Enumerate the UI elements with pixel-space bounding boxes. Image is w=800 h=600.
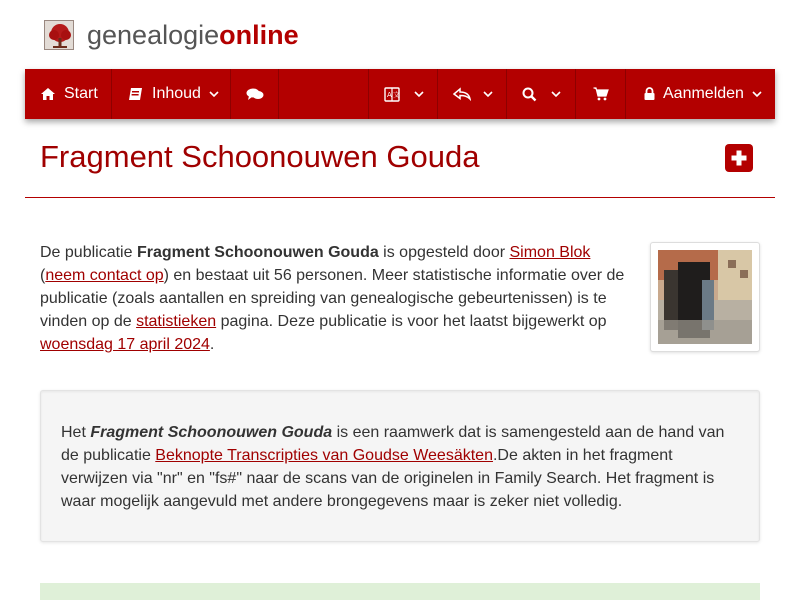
nav-share[interactable] bbox=[438, 69, 507, 119]
chevron-down-icon bbox=[209, 91, 219, 98]
home-icon bbox=[40, 87, 56, 101]
svg-text:A: A bbox=[387, 90, 392, 99]
plus-square-icon bbox=[730, 149, 748, 167]
nav-start[interactable] bbox=[25, 69, 112, 119]
book-icon bbox=[128, 87, 144, 101]
brand-name bbox=[87, 20, 299, 51]
chevron-down-icon bbox=[551, 91, 561, 98]
brand-part-2: online bbox=[219, 19, 299, 50]
nav-login[interactable] bbox=[626, 69, 775, 119]
description-panel bbox=[40, 390, 760, 542]
main-navbar bbox=[25, 69, 775, 119]
description-segment: Het bbox=[61, 424, 91, 441]
publication-name: Fragment Schoonouwen Gouda bbox=[136, 244, 379, 261]
intro-text: . bbox=[209, 336, 215, 353]
intro-text: De publicatie bbox=[40, 244, 137, 261]
site-logo[interactable] bbox=[44, 18, 299, 52]
nav-start-label: Start bbox=[64, 85, 98, 102]
intro-text: pagina. Deze publicatie is voor het laatst bijgewerkt op bbox=[216, 313, 607, 330]
share-icon bbox=[453, 87, 471, 101]
intro-text: ) en bestaat uit 56 personen. Meer statistische informatie over de publicatie (zoals aantallen en spreiding van genealogische gebeurtenissen) is te vinden op de bbox=[40, 267, 625, 330]
title-divider bbox=[25, 197, 775, 198]
cart-icon bbox=[593, 87, 609, 101]
brand-part-1: genealogie bbox=[87, 19, 220, 50]
last-updated-link[interactable]: woensdag 17 april 2024 bbox=[40, 336, 210, 353]
nav-language[interactable] bbox=[369, 69, 438, 119]
language-icon bbox=[384, 87, 400, 102]
nav-spacer bbox=[279, 69, 369, 119]
description-text bbox=[61, 421, 741, 513]
nav-content[interactable] bbox=[112, 69, 231, 119]
publication-name: Fragment Schoonouwen Gouda bbox=[90, 424, 333, 441]
svg-text:文: 文 bbox=[393, 90, 400, 99]
statistics-link[interactable]: statistieken bbox=[136, 313, 217, 330]
page-title: Fragment Schoonouwen Gouda bbox=[40, 139, 480, 174]
nav-cart[interactable] bbox=[576, 69, 626, 119]
author-photo[interactable] bbox=[650, 242, 760, 352]
chevron-down-icon bbox=[752, 91, 762, 98]
lock-icon bbox=[644, 87, 655, 101]
description-segment: .De akten in het fragment verwijzen via "nr" en "fs#" naar de scans van de originelen in Family Search. Het fragment is waar mogelijk aangevuld met andere brongegevens maar is zeker niet volledig. bbox=[61, 447, 715, 510]
search-icon bbox=[522, 87, 537, 102]
nav-search[interactable] bbox=[507, 69, 576, 119]
nav-login-label: Aanmelden bbox=[663, 85, 744, 102]
intro-text: ( bbox=[40, 267, 46, 284]
chevron-down-icon bbox=[414, 91, 424, 98]
chevron-down-icon bbox=[483, 91, 493, 98]
source-publication-link[interactable]: Beknopte Transcripties van Goudse Weesäkten bbox=[155, 447, 493, 464]
nav-comments[interactable] bbox=[231, 69, 279, 119]
description-segment: is een raamwerk dat is samengesteld aan de hand van de publicatie bbox=[61, 424, 725, 464]
success-alert-box bbox=[40, 583, 760, 600]
add-button[interactable] bbox=[725, 144, 753, 172]
intro-text: is opgesteld door bbox=[378, 244, 510, 261]
nav-content-label: Inhoud bbox=[152, 85, 201, 102]
tree-logo-icon bbox=[44, 20, 74, 50]
intro-paragraph bbox=[40, 241, 640, 356]
comments-icon bbox=[246, 87, 264, 101]
author-link[interactable]: Simon Blok bbox=[509, 244, 591, 261]
contact-link[interactable]: neem contact op bbox=[45, 267, 164, 284]
